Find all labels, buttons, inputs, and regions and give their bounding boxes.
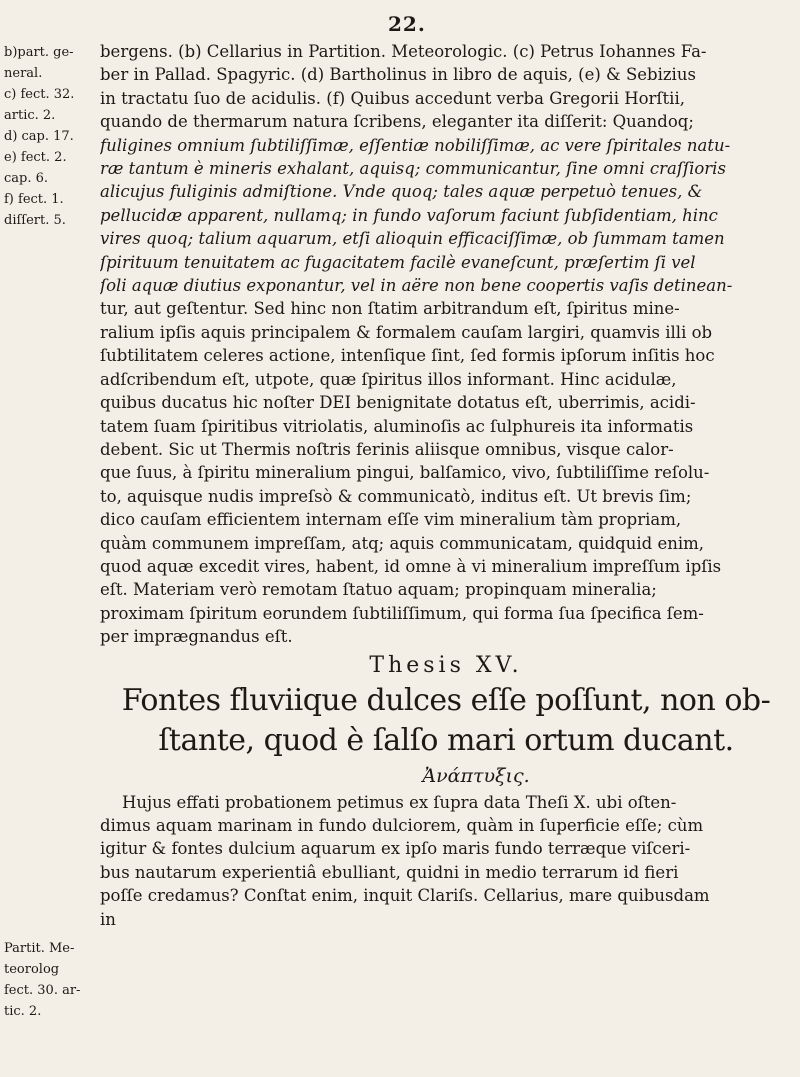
text-line: in tractatu ſuo de acidulis. (f) Quibus accedunt verba Gregorii Horſtii, xyxy=(100,88,685,108)
text-line: to, aquisque nudis impreſsò & communicatò, inditus eſt. Ut brevis ſim; xyxy=(100,486,692,506)
text-line: dico cauſam efficientem internam eſſe vim mineralium tàm propriam, xyxy=(100,510,682,530)
catchword: in xyxy=(100,909,116,929)
text-line: proximam ſpiritum eorundem ſubtiliſſimum, qui forma ſua ſpecifica ſem- xyxy=(100,603,704,623)
page-number: 22. xyxy=(388,12,426,36)
text-line: Hujus effati probationem petimus ex ſupra data Theſi X. ubi oſten- xyxy=(122,792,677,812)
margin-note: neral. xyxy=(4,66,43,81)
quote-line: ræ tantum è mineris exhalant, aquisq; communicantur, ſine omni craſſioris xyxy=(100,159,726,179)
margin-note: artic. 2. xyxy=(4,108,56,123)
paragraph-1 xyxy=(100,40,792,649)
text-line: tatem ſuam ſpiritibus vitriolatis, aluminoſis ac ſulphureis ita informatis xyxy=(100,416,694,436)
quote-line: ſpirituum tenuitatem ac fugacitatem facilè evaneſcunt, præſertim ſi vel xyxy=(100,252,696,272)
quote-line: vires quoq; talium aquarum, etſi alioquin efficaciſſimæ, ob ſummam tamen xyxy=(100,229,725,249)
headline-line: ſtante, quod è ſalſo mari ortum ducant. xyxy=(158,722,734,758)
margin-note: c) fect. 32. xyxy=(4,87,75,102)
text-line: dimus aquam marinam in fundo dulciorem, quàm in ſuperficie eſſe; cùm xyxy=(100,815,704,835)
margin-notes-bottom xyxy=(4,938,90,1022)
quote-line: ſoli aquæ diutius exponantur, vel in aëre non bene coopertis vaſis detinean- xyxy=(100,276,733,296)
text-line: quibus ducatus hic noſter DEI benignitate dotatus eſt, uberrimis, acidi- xyxy=(100,393,696,413)
greek-subheading: Ἀνάπτυξις. xyxy=(422,764,530,787)
text-line: poſſe credamus? Conſtat enim, inquit Clariſs. Cellarius, mare quibusdam xyxy=(100,886,710,906)
margin-note: e) fect. 2. xyxy=(4,150,67,165)
margin-note: Partit. Me- xyxy=(4,941,75,956)
main-text xyxy=(100,40,792,931)
quote-line: pellucidæ apparent, nullamq; in fundo vaſorum faciunt ſubſidentiam, hinc xyxy=(100,205,718,225)
text-line: tur, aut geſtentur. Sed hinc non ſtatim arbitrandum eſt, ſpiritus mine- xyxy=(100,299,680,319)
text-line: ralium ipſis aquis principalem & formalem cauſam largiri, quamvis illi ob xyxy=(100,322,713,342)
quote-line: alicujus fuliginis admiſtione. Vnde quoq; tales aquæ perpetuò tenues, & xyxy=(100,182,703,202)
margin-note: fect. 30. ar- xyxy=(4,983,81,998)
margin-note: d) cap. 17. xyxy=(4,129,74,144)
text-line: igitur & fontes dulcium aquarum ex ipſo maris fundo terræque viſceri- xyxy=(100,839,691,859)
text-line: eſt. Materiam verò remotam ſtatuo aquam; propinquam mineralia; xyxy=(100,580,657,600)
thesis-heading: Thesis XV. xyxy=(369,652,523,678)
quote-line: fuligines omnium ſubtiliſſimæ, eſſentiæ nobiliſſimæ, ac vere ſpiritales natu- xyxy=(100,135,731,155)
margin-note: f) fect. 1. xyxy=(4,192,64,207)
margin-note: cap. 6. xyxy=(4,171,49,186)
margin-notes-top xyxy=(4,42,90,231)
text-line: que ſuus, à ſpiritu mineralium pingui, balſamico, vivo, ſubtiliſſime reſolu- xyxy=(100,463,710,483)
margin-note: diſſert. 5. xyxy=(4,213,66,228)
paragraph-2 xyxy=(100,791,792,931)
margin-note: b)part. ge- xyxy=(4,45,74,60)
text-line: bergens. (b) Cellarius in Partition. Meteorologic. (c) Petrus Iohannes Fa- xyxy=(100,42,707,61)
headline-line: Fontes fluviique dulces eſſe poſſunt, non ob- xyxy=(121,682,771,718)
text-line: ſubtilitatem celeres actione, intenſique ſint, ſed formis ipſorum inſitis hoc xyxy=(100,346,715,366)
thesis-statement xyxy=(100,681,792,761)
text-line: bus nautarum experientiâ ebulliant, quidni in medio terrarum id fieri xyxy=(100,862,679,882)
text-line: quando de thermarum natura ſcribens, eleganter ita diſſerit: Quandoq; xyxy=(100,112,694,132)
text-line: quàm communem impreſſam, atq; aquis communicatam, quidquid enim, xyxy=(100,533,705,553)
text-line: debent. Sic ut Thermis noſtris ferinis aliisque omnibus, visque calor- xyxy=(100,439,674,459)
text-line: per imprægnandus eſt. xyxy=(100,627,293,647)
margin-note: tic. 2. xyxy=(4,1004,42,1019)
text-line: adſcribendum eſt, utpote, quæ ſpiritus illos informant. Hinc acidulæ, xyxy=(100,369,677,389)
text-line: quod aquæ excedit vires, habent, id omne à vi mineralium impreſſum ipſis xyxy=(100,556,722,576)
margin-note: teorolog xyxy=(4,962,60,977)
text-line: ber in Pallad. Spagyric. (d) Bartholinus in libro de aquis, (e) & Sebizius xyxy=(100,65,696,85)
